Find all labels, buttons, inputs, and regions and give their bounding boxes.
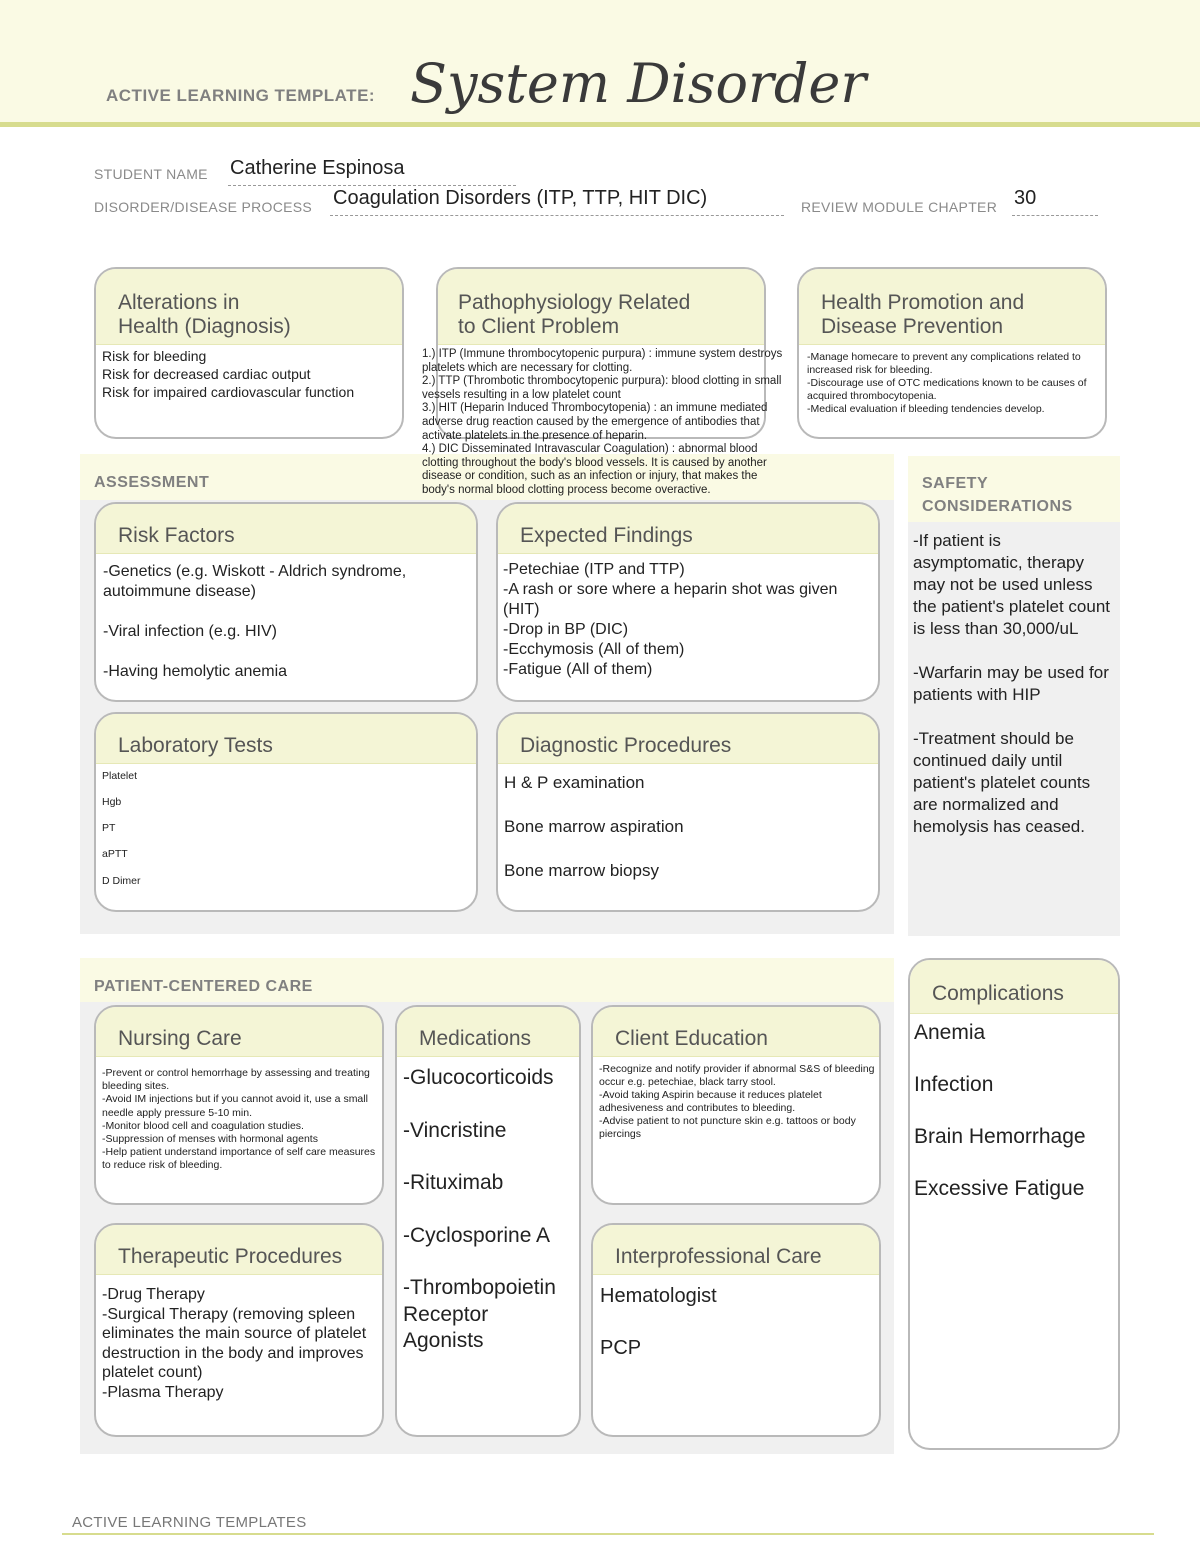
lab-item-pt[interactable]: PT	[102, 822, 116, 834]
pathophysiology-text[interactable]: 1.) ITP (Immune thrombocytopenic purpura) : immune system destroys platelets which are necessary for clotting. 2.) TTP (Thrombotic thrombocytopenic purpura): blood clotting in small vessels resulting in a low platelet count 3.) HIT (Heparin Induced Thrombocytopenia) : an immune mediated adverse drug reaction caused by the emergence of antibodies that activate platelets in the presence of heparin. 4.) DIC Disseminated Intravascular Coagulation) : abnormal blood clotting throughout the body's blood vessels. It is caused by another disease or condition, such as an infection or injury, that makes the body's normal blood clotting process become overactive.	[422, 348, 783, 496]
lab-item-platelet[interactable]: Platelet	[102, 770, 138, 782]
alterations-box	[94, 267, 404, 439]
student-name-label: STUDENT NAME	[94, 166, 208, 182]
laboratory-tests-title: Laboratory Tests	[118, 734, 273, 757]
health-promotion-title: Health Promotion and Disease Prevention	[821, 291, 1025, 338]
health-promotion-text[interactable]: -Manage homecare to prevent any complications related to increased risk for bleeding. -Discourage use of OTC medications known to be causes of acquired thrombocytopenia. -Medical evaluation if bleeding tendencies develop.	[807, 351, 1087, 415]
medications-box	[395, 1005, 581, 1437]
chapter-underline	[1012, 214, 1098, 216]
student-name-field[interactable]: Catherine Espinosa	[230, 157, 405, 179]
disorder-label: DISORDER/DISEASE PROCESS	[94, 199, 313, 215]
interprofessional-care-box	[591, 1223, 881, 1437]
lab-item-aptt[interactable]: aPTT	[102, 848, 128, 860]
diagnostic-procedures-box	[496, 712, 880, 912]
footer-text: ACTIVE LEARNING TEMPLATES	[72, 1514, 307, 1531]
laboratory-tests-box	[94, 712, 478, 912]
risk-factors-text[interactable]: -Genetics (e.g. Wiskott - Aldrich syndrome, autoimmune disease) -Viral infection (e.g. HIV) -Having hemolytic anemia	[103, 563, 407, 680]
risk-factors-box	[94, 502, 478, 702]
chapter-label: REVIEW MODULE CHAPTER	[801, 199, 998, 215]
template-label: ACTIVE LEARNING TEMPLATE:	[106, 86, 376, 105]
nursing-care-box	[94, 1005, 384, 1205]
therapeutic-procedures-text[interactable]: -Drug Therapy -Surgical Therapy (removing spleen eliminates the main source of platelet destruction in the body and improves platelet count) -Plasma Therapy	[102, 1286, 367, 1401]
complications-text[interactable]: Anemia Infection Brain Hemorrhage Excessive Fatigue	[914, 1021, 1086, 1200]
client-education-text[interactable]: -Recognize and notify provider if abnormal S&S of bleeding occur e.g. petechiae, black tarry stool. -Avoid taking Aspirin because it reduces platelet adhesiveness and contributes to bleeding. -Advise patient to not puncture skin e.g. tattoos or body piercings	[599, 1063, 875, 1140]
disorder-field[interactable]: Coagulation Disorders (ITP, TTP, HIT DIC)	[333, 187, 708, 209]
safety-text[interactable]: -If patient is asymptomatic, therapy may not be used unless the patient's platelet count is less than 30,000/uL -Warfarin may be used for patients with HIP -Treatment should be continued daily until patient's platelet counts are normalized and hemolysis has ceased.	[913, 531, 1110, 836]
complications-box	[908, 958, 1120, 1450]
risk-factors-title: Risk Factors	[118, 524, 235, 547]
footer-divider	[62, 1533, 1154, 1535]
expected-findings-box	[496, 502, 880, 702]
disorder-underline	[330, 214, 784, 216]
nursing-care-title: Nursing Care	[118, 1027, 242, 1050]
lab-item-hgb[interactable]: Hgb	[102, 796, 122, 808]
health-promotion-box	[797, 267, 1107, 439]
therapeutic-procedures-title: Therapeutic Procedures	[118, 1245, 343, 1268]
page-title: System Disorder	[410, 52, 867, 115]
assessment-heading: ASSESSMENT	[94, 474, 210, 491]
diagnostic-procedures-title: Diagnostic Procedures	[520, 734, 732, 757]
lab-item-d-dimer[interactable]: D Dimer	[102, 875, 141, 887]
alterations-text[interactable]: Risk for bleeding Risk for decreased cardiac output Risk for impaired cardiovascular function	[102, 348, 355, 400]
alterations-title: Alterations in Health (Diagnosis)	[118, 291, 291, 338]
student-name-underline	[228, 184, 516, 186]
header-divider	[0, 122, 1200, 127]
pathophysiology-title: Pathophysiology Related to Client Problem	[458, 291, 691, 338]
diagnostic-procedures-text[interactable]: H & P examination Bone marrow aspiration Bone marrow biopsy	[504, 773, 684, 880]
interprofessional-care-text[interactable]: Hematologist PCP	[600, 1285, 717, 1359]
therapeutic-procedures-box	[94, 1223, 384, 1437]
chapter-field[interactable]: 30	[1014, 187, 1037, 209]
safety-heading: SAFETY CONSIDERATIONS	[922, 475, 1073, 515]
client-education-title: Client Education	[615, 1027, 768, 1050]
medications-title: Medications	[419, 1027, 532, 1050]
complications-title: Complications	[932, 982, 1064, 1005]
expected-findings-text[interactable]: -Petechiae (ITP and TTP) -A rash or sore where a heparin shot was given (HIT) -Drop in BP (DIC) -Ecchymosis (All of them) -Fatigue (All of them)	[503, 561, 838, 678]
medications-text[interactable]: -Glucocorticoids -Vincristine -Rituximab -Cyclosporine A -Thrombopoietin Receptor Agonists	[403, 1066, 556, 1352]
expected-findings-title: Expected Findings	[520, 524, 693, 547]
client-education-box	[591, 1005, 881, 1205]
interprofessional-care-title: Interprofessional Care	[615, 1245, 822, 1268]
nursing-care-text[interactable]: -Prevent or control hemorrhage by assessing and treating bleeding sites. -Avoid IM injections but if you cannot avoid it, use a small needle apply pressure 5-10 min. -Monitor blood cell and coagulation studies. -Suppression of menses with hormonal agents -Help patient understand importance of self care measures to reduce risk of bleeding.	[102, 1067, 376, 1172]
patient-care-heading: PATIENT-CENTERED CARE	[94, 978, 313, 995]
